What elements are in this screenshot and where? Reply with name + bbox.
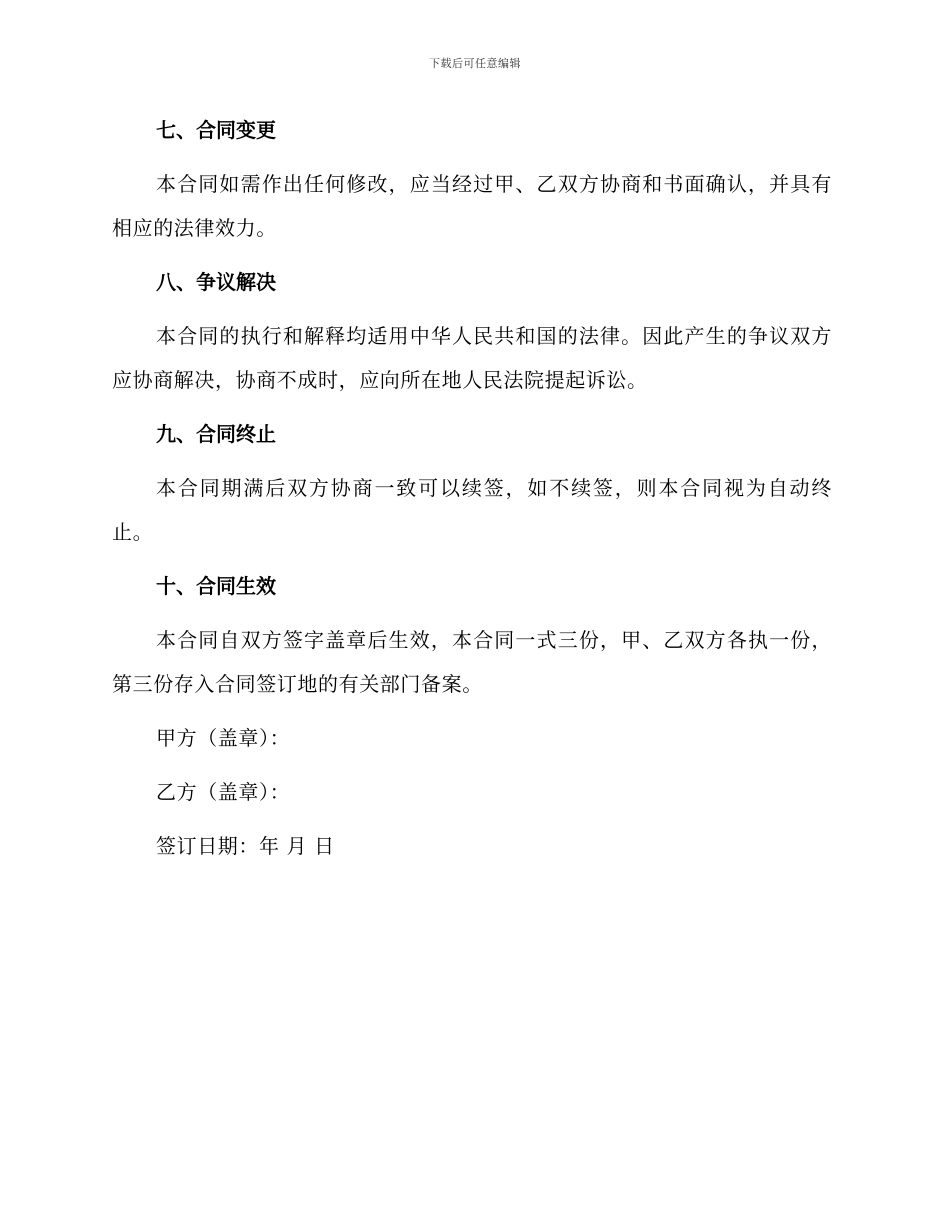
section-text-amendment: 本合同如需作出任何修改，应当经过甲、乙双方协商和书面确认，并具有相应的法律效力。 <box>112 172 832 240</box>
signing-date-line: 签订日期：年 月 日 <box>156 834 335 858</box>
section-heading-dispute: 八、争议解决 <box>156 270 276 294</box>
party-a-seal-line: 甲方（盖章）： <box>156 726 291 750</box>
section-heading-amendment: 七、合同变更 <box>156 118 276 142</box>
contract-body <box>112 108 832 878</box>
party-b-seal-line: 乙方（盖章）： <box>156 780 291 804</box>
page-header-note: 下载后可任意编辑 <box>429 57 521 70</box>
section-heading-termination: 九、合同终止 <box>156 422 276 446</box>
section-text-effectiveness: 本合同自双方签字盖章后生效，本合同一式三份，甲、乙双方各执一份，第三份存入合同签订地的有关部门备案。 <box>112 628 832 696</box>
section-text-dispute: 本合同的执行和解释均适用中华人民共和国的法律。因此产生的争议双方应协商解决，协商不成时，应向所在地人民法院提起诉讼。 <box>112 324 832 392</box>
section-text-termination: 本合同期满后双方协商一致可以续签，如不续签，则本合同视为自动终止。 <box>112 476 832 544</box>
section-heading-effectiveness: 十、合同生效 <box>156 574 276 598</box>
